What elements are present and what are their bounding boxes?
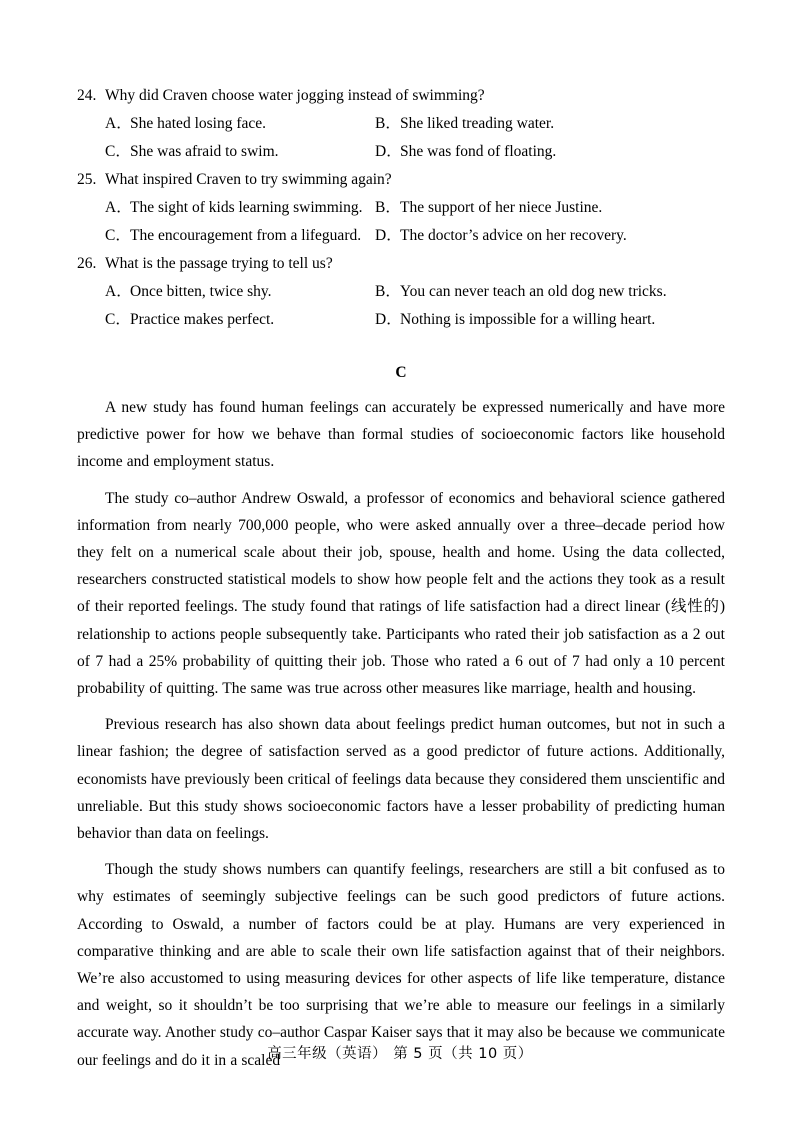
question-26-option-b[interactable] bbox=[375, 278, 737, 306]
option-key: B． bbox=[375, 115, 401, 132]
question-24-number: 24. bbox=[77, 87, 97, 104]
option-key: A． bbox=[105, 283, 132, 300]
option-text: Practice makes perfect. bbox=[130, 311, 275, 328]
option-key: B． bbox=[375, 199, 401, 216]
passage-paragraph-1: A new study has found human feelings can accurately be expressed numerically and have more predictive power for how we behave than formal studies of socioeconomic factors like household income and employment status. bbox=[77, 399, 725, 471]
question-25-text: What inspired Craven to try swimming again? bbox=[105, 171, 392, 188]
option-text: She hated losing face. bbox=[130, 115, 267, 132]
option-text: The doctor’s advice on her recovery. bbox=[400, 227, 627, 244]
question-25-option-a[interactable] bbox=[77, 194, 375, 222]
question-26-option-a[interactable] bbox=[77, 278, 375, 306]
passage-paragraph-4: Though the study shows numbers can quantify feelings, researchers are still a bit confused as to why estimates of seemingly subjective feelings can be such good predictors of future actions. According to Oswald, a number of factors could be at play. Humans are very experienced in comparative thinking and are able to scale their own life satisfaction against that of their neighbors. We’re also accustomed to using measuring devices for other aspects of life like temperature, distance and weight, so it shouldn’t be too surprising that we’re able to measure our feelings in a similarly accurate way. Another study co–author Caspar Kaiser says that it may also be because we communicate our feelings and do it in a scaled bbox=[77, 861, 725, 1069]
option-text: She liked treading water. bbox=[400, 115, 555, 132]
page-footer bbox=[0, 1042, 800, 1063]
question-25-number: 25. bbox=[77, 171, 97, 188]
option-text: The support of her niece Justine. bbox=[400, 199, 603, 216]
question-26-text: What is the passage trying to tell us? bbox=[105, 255, 333, 272]
footer-page-info: 第 5 页（共 10 页） bbox=[393, 1046, 533, 1062]
option-text: She was fond of floating. bbox=[400, 143, 557, 160]
question-24-stem bbox=[77, 82, 737, 110]
question-24-option-c[interactable] bbox=[77, 138, 375, 166]
question-26-option-row-2 bbox=[77, 306, 737, 334]
question-24-option-b[interactable] bbox=[375, 110, 737, 138]
footer-grade-subject: 高三年级（英语） bbox=[267, 1046, 388, 1062]
passage-paragraph-2: The study co–author Andrew Oswald, a professor of economics and behavioral science gathered information from nearly 700,000 people, who were asked annually over a three–decade period how they felt on a numerical scale about their job, spouse, health and home. Using the data collected, researchers constructed statistical models to show how people felt and the actions they took as a result of their reported feelings. The study found that ratings of life satisfaction had a direct linear (线性的) relationship to actions people subsequently take. Participants who rated their job satisfaction as a 2 out of 7 had a 25% probability of quitting their job. Those who rated a 6 out of 7 had only a 10 percent probability of quitting. The same was true across other measures like marriage, health and housing. bbox=[77, 489, 725, 698]
question-24-option-row-2 bbox=[77, 138, 737, 166]
question-26-options bbox=[77, 278, 737, 334]
question-26-option-c[interactable] bbox=[77, 306, 375, 334]
question-25-option-row-2 bbox=[77, 222, 737, 250]
option-key: D． bbox=[375, 143, 402, 160]
question-26 bbox=[77, 250, 737, 334]
option-key: B． bbox=[375, 283, 401, 300]
questions-section bbox=[77, 82, 737, 334]
question-25-option-b[interactable] bbox=[375, 194, 737, 222]
question-26-stem bbox=[77, 250, 737, 278]
question-24-option-a[interactable] bbox=[77, 110, 375, 138]
question-25 bbox=[77, 166, 737, 250]
question-24 bbox=[77, 82, 737, 166]
question-26-number: 26. bbox=[77, 255, 97, 272]
option-key: C． bbox=[105, 143, 131, 160]
question-25-options bbox=[77, 194, 737, 250]
option-text: Nothing is impossible for a willing heart. bbox=[400, 311, 656, 328]
question-25-option-d[interactable] bbox=[375, 222, 737, 250]
option-key: A． bbox=[105, 115, 132, 132]
question-26-option-row-1 bbox=[77, 278, 737, 306]
question-25-option-c[interactable] bbox=[77, 222, 375, 250]
question-24-text: Why did Craven choose water jogging instead of swimming? bbox=[105, 87, 485, 104]
option-key: C． bbox=[105, 227, 131, 244]
option-text: The encouragement from a lifeguard. bbox=[130, 227, 362, 244]
option-key: D． bbox=[375, 311, 402, 328]
question-25-option-row-1 bbox=[77, 194, 737, 222]
option-key: D． bbox=[375, 227, 402, 244]
option-key: C． bbox=[105, 311, 131, 328]
question-24-options bbox=[77, 110, 737, 166]
question-26-option-d[interactable] bbox=[375, 306, 737, 334]
question-24-option-row-1 bbox=[77, 110, 737, 138]
passage-paragraph-3: Previous research has also shown data about feelings predict human outcomes, but not in such a linear fashion; the degree of satisfaction served as a good predictor of future actions. Additionally, economists have previously been critical of feelings data because they considered them unscientific and unreliable. But this study shows socioeconomic factors have a lesser probability of predicting human behavior than data on feelings. bbox=[77, 716, 725, 843]
reading-passage-c bbox=[77, 360, 725, 1074]
question-25-stem bbox=[77, 166, 737, 194]
passage-section-letter: C bbox=[395, 364, 407, 381]
option-text: You can never teach an old dog new tricks. bbox=[400, 283, 667, 300]
option-text: The sight of kids learning swimming. bbox=[130, 199, 363, 216]
option-text: She was afraid to swim. bbox=[130, 143, 279, 160]
option-key: A． bbox=[105, 199, 132, 216]
option-text: Once bitten, twice shy. bbox=[130, 283, 272, 300]
question-24-option-d[interactable] bbox=[375, 138, 737, 166]
